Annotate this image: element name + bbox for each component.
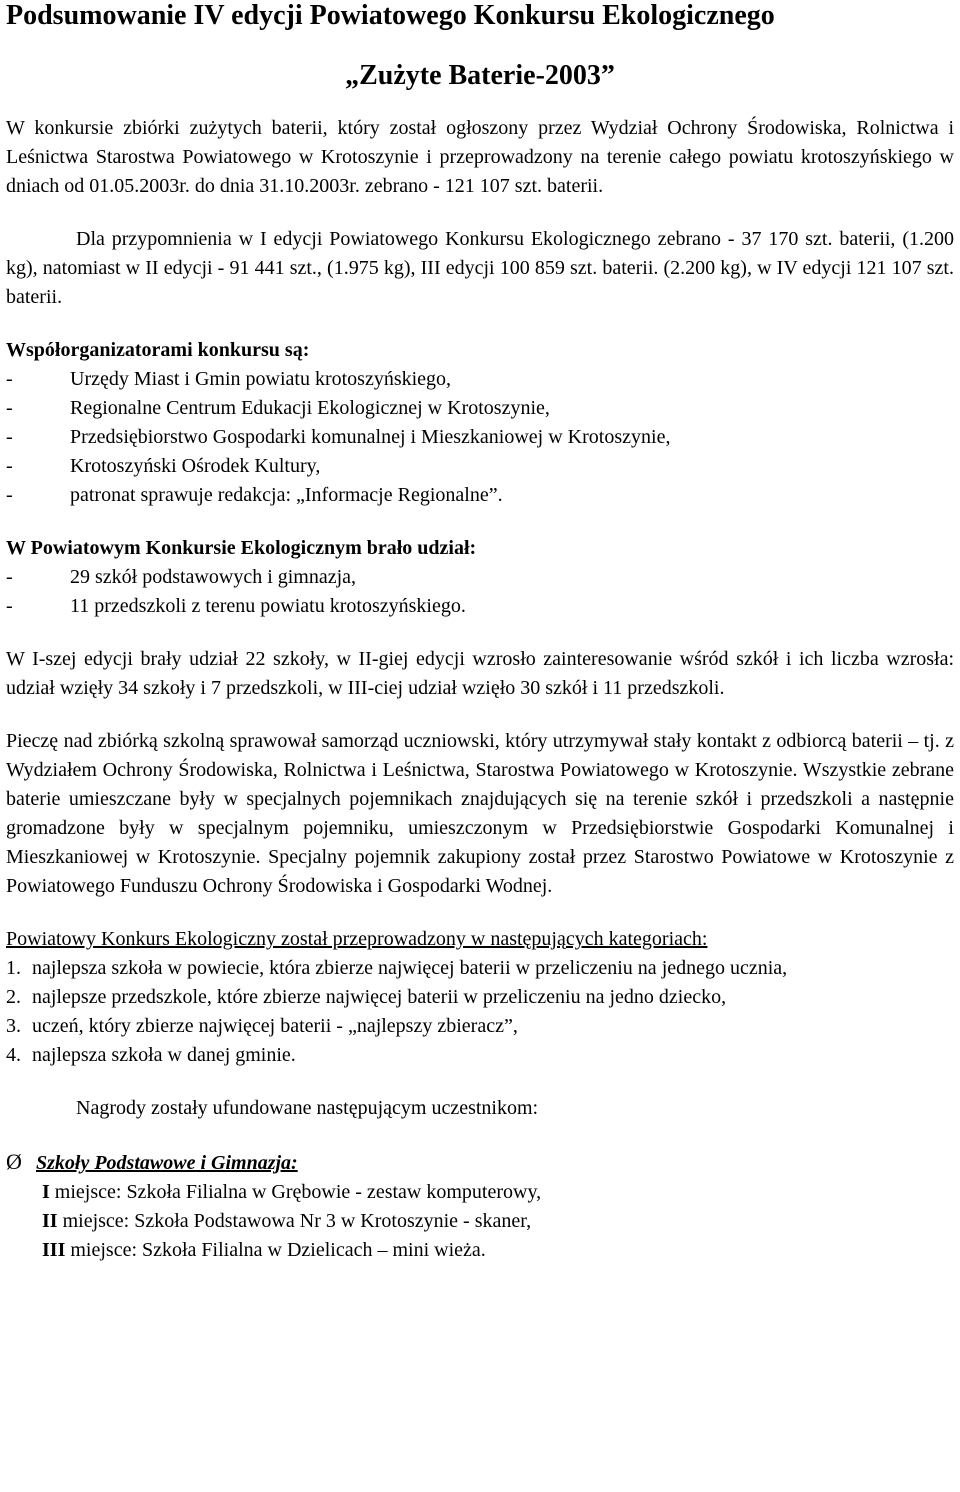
list-item [6,1012,954,1041]
list-item [6,481,954,510]
list-item-text: Przedsiębiorstwo Gospodarki komunalnej i Mieszkaniowej w Krotoszynie, [70,426,671,448]
dash-marker: - [6,455,13,477]
list-item-text: 29 szkół podstawowych i gimnazja, [70,566,357,588]
place-text: miejsce: Szkoła Podstawowa Nr 3 w Krotoszynie - skaner, [57,1210,532,1232]
places-list [6,1178,954,1265]
list-item [6,394,954,423]
schools-heading: Szkoły Podstawowe i Gimnazja: [36,1152,298,1174]
coorganizers-heading: Współorganizatorami konkursu są: [6,339,310,361]
place-item [42,1207,954,1236]
list-item [6,1041,954,1070]
list-item-text: najlepsza szkoła w powiecie, która zbierze najwięcej baterii w przeliczeniu na jednego ucznia, [32,957,788,979]
list-item [6,592,954,621]
bullet-arrow-icon: Ø [6,1149,22,1174]
list-item [6,983,954,1012]
list-item [6,365,954,394]
list-item [6,423,954,452]
document-subtitle: „Zużyte Baterie-2003” [345,60,615,91]
list-item-text: najlepsze przedszkole, które zbierze najwięcej baterii w przeliczeniu na jedno dziecko, [32,986,727,1008]
dash-marker: - [6,595,13,617]
list-item [6,563,954,592]
list-item-text: Urzędy Miast i Gmin powiatu krotoszyńskiego, [70,368,452,390]
list-number: 1. [6,957,21,979]
participants-heading: W Powiatowym Konkursie Ekologicznym brało udział: [6,537,477,559]
list-item [6,452,954,481]
place-item [42,1178,954,1207]
care-paragraph: Pieczę nad zbiórką szkolną sprawował samorząd uczniowski, który utrzymywał stały kontakt z odbiorcą baterii – tj. z Wydziałem Ochrony Środowiska, Rolnictwa i Leśnictwa, Starostwa Powiatowego w Krotoszynie. Wszystkie zebrane baterie umieszczane były w specjalnych pojemnikach znajdujących się na terenie szkół i przedszkoli a następnie gromadzone były w specjalnym pojemniku, umieszczonym w Przedsiębiorstwie Gospodarki Komunalnej i Mieszkaniowej w Krotoszynie. Specjalny pojemnik zakupiony został przez Starostwo Powiatowe w Krotoszynie z Powiatowego Funduszu Ochrony Środowiska i Gospodarki Wodnej. [6,730,954,897]
dash-marker: - [6,484,13,506]
list-item-text: 11 przedszkoli z terenu powiatu krotoszyńskiego. [70,595,466,617]
intro-paragraph: W konkursie zbiórki zużytych baterii, który został ogłoszony przez Wydział Ochrony Środowiska, Rolnictwa i Leśnictwa Starostwa Powiatowego w Krotoszynie i przeprowadzony na terenie całego powiatu krotoszyńskiego w dniach od 01.05.2003r. do dnia 31.10.2003r. zebrano - 121 107 szt. baterii. [6,117,954,197]
dash-marker: - [6,426,13,448]
place-rank: I [42,1181,50,1203]
list-item [6,954,954,983]
place-item [42,1236,954,1265]
categories-list [6,954,954,1070]
dash-marker: - [6,566,13,588]
schools-heading-row [6,1147,954,1178]
list-item-text: patronat sprawuje redakcja: „Informacje Regionalne”. [70,484,503,506]
list-number: 2. [6,986,21,1008]
dash-marker: - [6,397,13,419]
categories-heading: Powiatowy Konkurs Ekologiczny został przeprowadzony w następujących kategoriach: [6,928,708,950]
list-item-text: najlepsza szkoła w danej gminie. [32,1044,296,1066]
list-number: 4. [6,1044,21,1066]
document-title: Podsumowanie IV edycji Powiatowego Konkursu Ekologicznego [6,0,775,31]
place-rank: III [42,1239,66,1261]
place-text: miejsce: Szkoła Filialna w Grębowie - zestaw komputerowy, [49,1181,542,1203]
participants-list [6,563,954,621]
list-item-text: uczeń, który zbierze najwięcej baterii - „najlepszy zbieracz”, [32,1015,518,1037]
place-rank: II [42,1210,58,1232]
list-number: 3. [6,1015,21,1037]
list-item-text: Krotoszyński Ośrodek Kultury, [70,455,321,477]
coorganizers-list [6,365,954,510]
awards-intro: Nagrody zostały ufundowane następującym uczestnikom: [76,1097,539,1119]
history-paragraph: W I-szej edycji brały udział 22 szkoły, w II-giej edycji wzrosło zainteresowanie wśród szkół i ich liczba wzrosła: udział wzięły 34 szkoły i 7 przedszkoli, w III-ciej udział wzięło 30 szkół i 11 przedszkoli. [6,648,954,699]
place-text: miejsce: Szkoła Filialna w Dzielicach – mini wieża. [65,1239,486,1261]
dash-marker: - [6,368,13,390]
reminder-paragraph: Dla przypomnienia w I edycji Powiatowego Konkursu Ekologicznego zebrano - 37 170 szt. baterii, (1.200 kg), natomiast w II edycji - 91 441 szt., (1.975 kg), III edycji 100 859 szt. baterii. (2.200 kg), w IV edycji 121 107 szt. baterii. [6,228,954,308]
list-item-text: Regionalne Centrum Edukacji Ekologicznej w Krotoszynie, [70,397,550,419]
